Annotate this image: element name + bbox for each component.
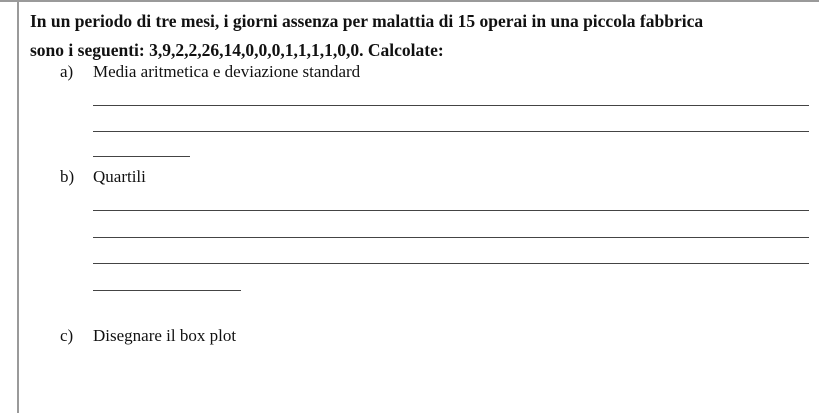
page-top-border — [0, 0, 819, 2]
exercise-statement — [30, 7, 810, 65]
question-item-c — [60, 326, 236, 346]
item-letter: b) — [60, 167, 75, 186]
question-item-a — [60, 62, 360, 82]
page-left-margin-line — [17, 0, 19, 413]
answer-line — [93, 210, 809, 211]
item-text: Media aritmetica e deviazione standard — [93, 62, 361, 81]
question-item-b — [60, 167, 146, 187]
answer-line — [93, 237, 809, 238]
item-letter: c) — [60, 326, 74, 345]
statement-line-1: In un periodo di tre mesi, i giorni assenza per malattia di 15 operai in una piccola fabbrica — [30, 11, 704, 31]
answer-line — [93, 105, 809, 106]
answer-line — [93, 263, 809, 264]
answer-line — [93, 131, 809, 132]
statement-line-2: sono i seguenti: 3,9,2,2,26,14,0,0,0,1,1,1,1,0,0. Calcolate: — [30, 40, 444, 60]
answer-line-short — [93, 156, 190, 157]
item-letter: a) — [60, 62, 74, 81]
item-text: Disegnare il box plot — [93, 326, 237, 345]
answer-line-short — [93, 290, 241, 291]
item-text: Quartili — [93, 167, 146, 186]
